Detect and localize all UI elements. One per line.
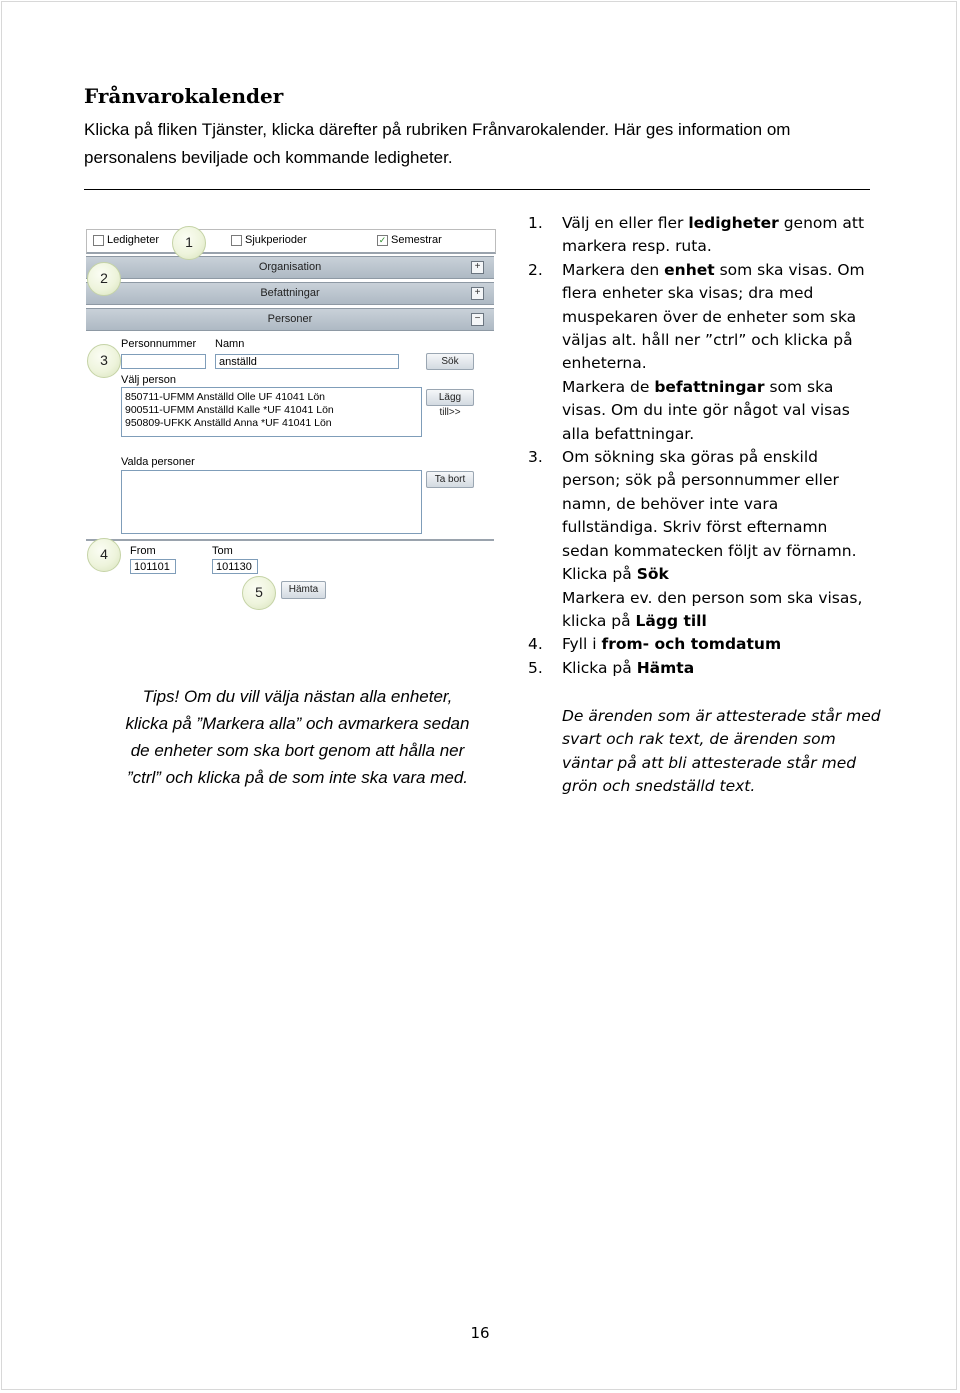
personnummer-label: Personnummer (121, 338, 197, 350)
marker-2: 2 (87, 262, 121, 296)
horizontal-rule (84, 189, 870, 190)
step-5 (528, 657, 873, 680)
namn-label: Namn (215, 338, 245, 350)
step-number: 5. (528, 658, 543, 677)
marker-5: 5 (242, 576, 276, 610)
checkbox-ledigheter[interactable] (93, 234, 159, 246)
step-emphasis: ledigheter (688, 214, 779, 232)
expand-icon[interactable]: + (471, 261, 484, 274)
organisation-bar[interactable] (86, 256, 494, 279)
checkbox-sjukperioder[interactable] (231, 234, 307, 246)
personer-bar[interactable] (86, 308, 494, 331)
checkbox-box[interactable] (231, 235, 242, 246)
separator-line (86, 539, 494, 541)
sok-button[interactable]: Sök (426, 353, 474, 370)
list-item[interactable]: 850711-UFMM Anställd Olle UF 41041 Lön (125, 391, 325, 403)
list-item[interactable]: 950809-UFKK Anställd Anna *UF 41041 Lön (125, 417, 332, 429)
ta-bort-button[interactable]: Ta bort (426, 471, 474, 488)
personer-label: Personer (267, 313, 313, 325)
lagg-till-button[interactable]: Lägg till>> (426, 389, 474, 406)
step-text: Markera de (562, 377, 655, 396)
list-item[interactable]: 900511-UFMM Anställd Kalle *UF 41041 Lön (125, 404, 334, 416)
step-emphasis: from- och tomdatum (601, 635, 782, 654)
step-1 (528, 212, 873, 259)
screenshot-panel (86, 227, 496, 579)
person-listbox[interactable] (121, 387, 422, 437)
checkbox-label: Sjukperioder (245, 234, 307, 246)
valj-person-label: Välj person (121, 374, 177, 386)
step-text: genom att markera resp. ruta. (562, 214, 865, 256)
step-emphasis: Lägg till (635, 611, 707, 630)
step-2 (528, 259, 873, 446)
step-text: Välj en eller fler (562, 214, 689, 232)
tom-date-input[interactable]: 101130 (212, 559, 258, 574)
absence-type-row (86, 229, 496, 254)
instruction-list (528, 212, 873, 680)
step-emphasis: Sök (636, 565, 669, 584)
step-text: Fyll i (562, 635, 602, 654)
intro-text: Klicka på fliken Tjänster, klicka därefter på rubriken Frånvarokalender. Här ges information om personalens beviljade och kommande ledigheter. (84, 120, 791, 167)
marker-1: 1 (172, 226, 206, 260)
collapse-icon[interactable]: − (471, 313, 484, 326)
selected-persons-listbox[interactable] (121, 470, 422, 534)
tips-text: Tips! Om du vill välja nästan alla enheter, klicka på ”Markera alla” och avmarkera sedan de enheter som ska bort genom att hålla ner ”ctrl” och klicka på de som inte ska vara med. (125, 687, 470, 787)
checkmark-icon[interactable]: ✓ (378, 234, 387, 245)
note-text: De ärenden som är attesterade står med svart och rak text, de ärenden som väntar på att bli attesterade står med grön och snedställd text. (562, 707, 881, 796)
marker-4: 4 (87, 538, 121, 572)
tom-label: Tom (212, 545, 233, 557)
step-emphasis: befattningar (654, 377, 765, 396)
checkbox-label: Semestrar (391, 234, 442, 246)
checkbox-label: Ledigheter (107, 234, 159, 246)
namn-input[interactable]: anställd (215, 354, 399, 369)
step-number: 4. (528, 635, 543, 654)
page-title: Frånvarokalender (84, 84, 284, 108)
step-4 (528, 633, 873, 656)
from-date-input[interactable]: 101101 (130, 559, 176, 574)
step-number: 1. (528, 214, 543, 232)
marker-3: 3 (87, 344, 121, 378)
step-text: som ska visas. Om flera enheter ska visas; dra med muspekaren över de enheter som ska väljas alt. håll ner ”ctrl” och klicka på enheterna. (562, 260, 865, 373)
step-text: Klicka på (562, 565, 637, 584)
checkbox-semestrar[interactable] (377, 234, 442, 246)
befattningar-label: Befattningar (260, 287, 320, 299)
organisation-label: Organisation (258, 261, 322, 273)
valda-personer-label: Valda personer (121, 456, 195, 468)
hamta-button[interactable]: Hämta (281, 581, 326, 599)
from-label: From (130, 545, 156, 557)
step-text: Om sökning ska göras på enskild person; sök på personnummer eller namn, de behöver inte vara fullständiga. Skriv först efternamn sedan kommatecken följt av förnamn. (562, 448, 857, 560)
step-emphasis: Hämta (636, 658, 695, 677)
step-emphasis: enhet (664, 260, 715, 279)
page-number: 16 (470, 1324, 490, 1342)
step-number: 2. (528, 260, 543, 279)
step-number: 3. (528, 448, 543, 467)
expand-icon[interactable]: + (471, 287, 484, 300)
checkbox-box[interactable] (93, 235, 104, 246)
step-text: Klicka på (562, 658, 637, 677)
step-3 (528, 446, 873, 633)
step-text: som ska visas. Om du inte gör något val visas alla befattningar. (562, 377, 850, 443)
befattningar-bar[interactable] (86, 282, 494, 305)
step-text: Markera den (562, 260, 665, 279)
step-text: Markera ev. den person som ska visas, klicka på (562, 588, 863, 630)
personnummer-input[interactable] (121, 354, 206, 369)
